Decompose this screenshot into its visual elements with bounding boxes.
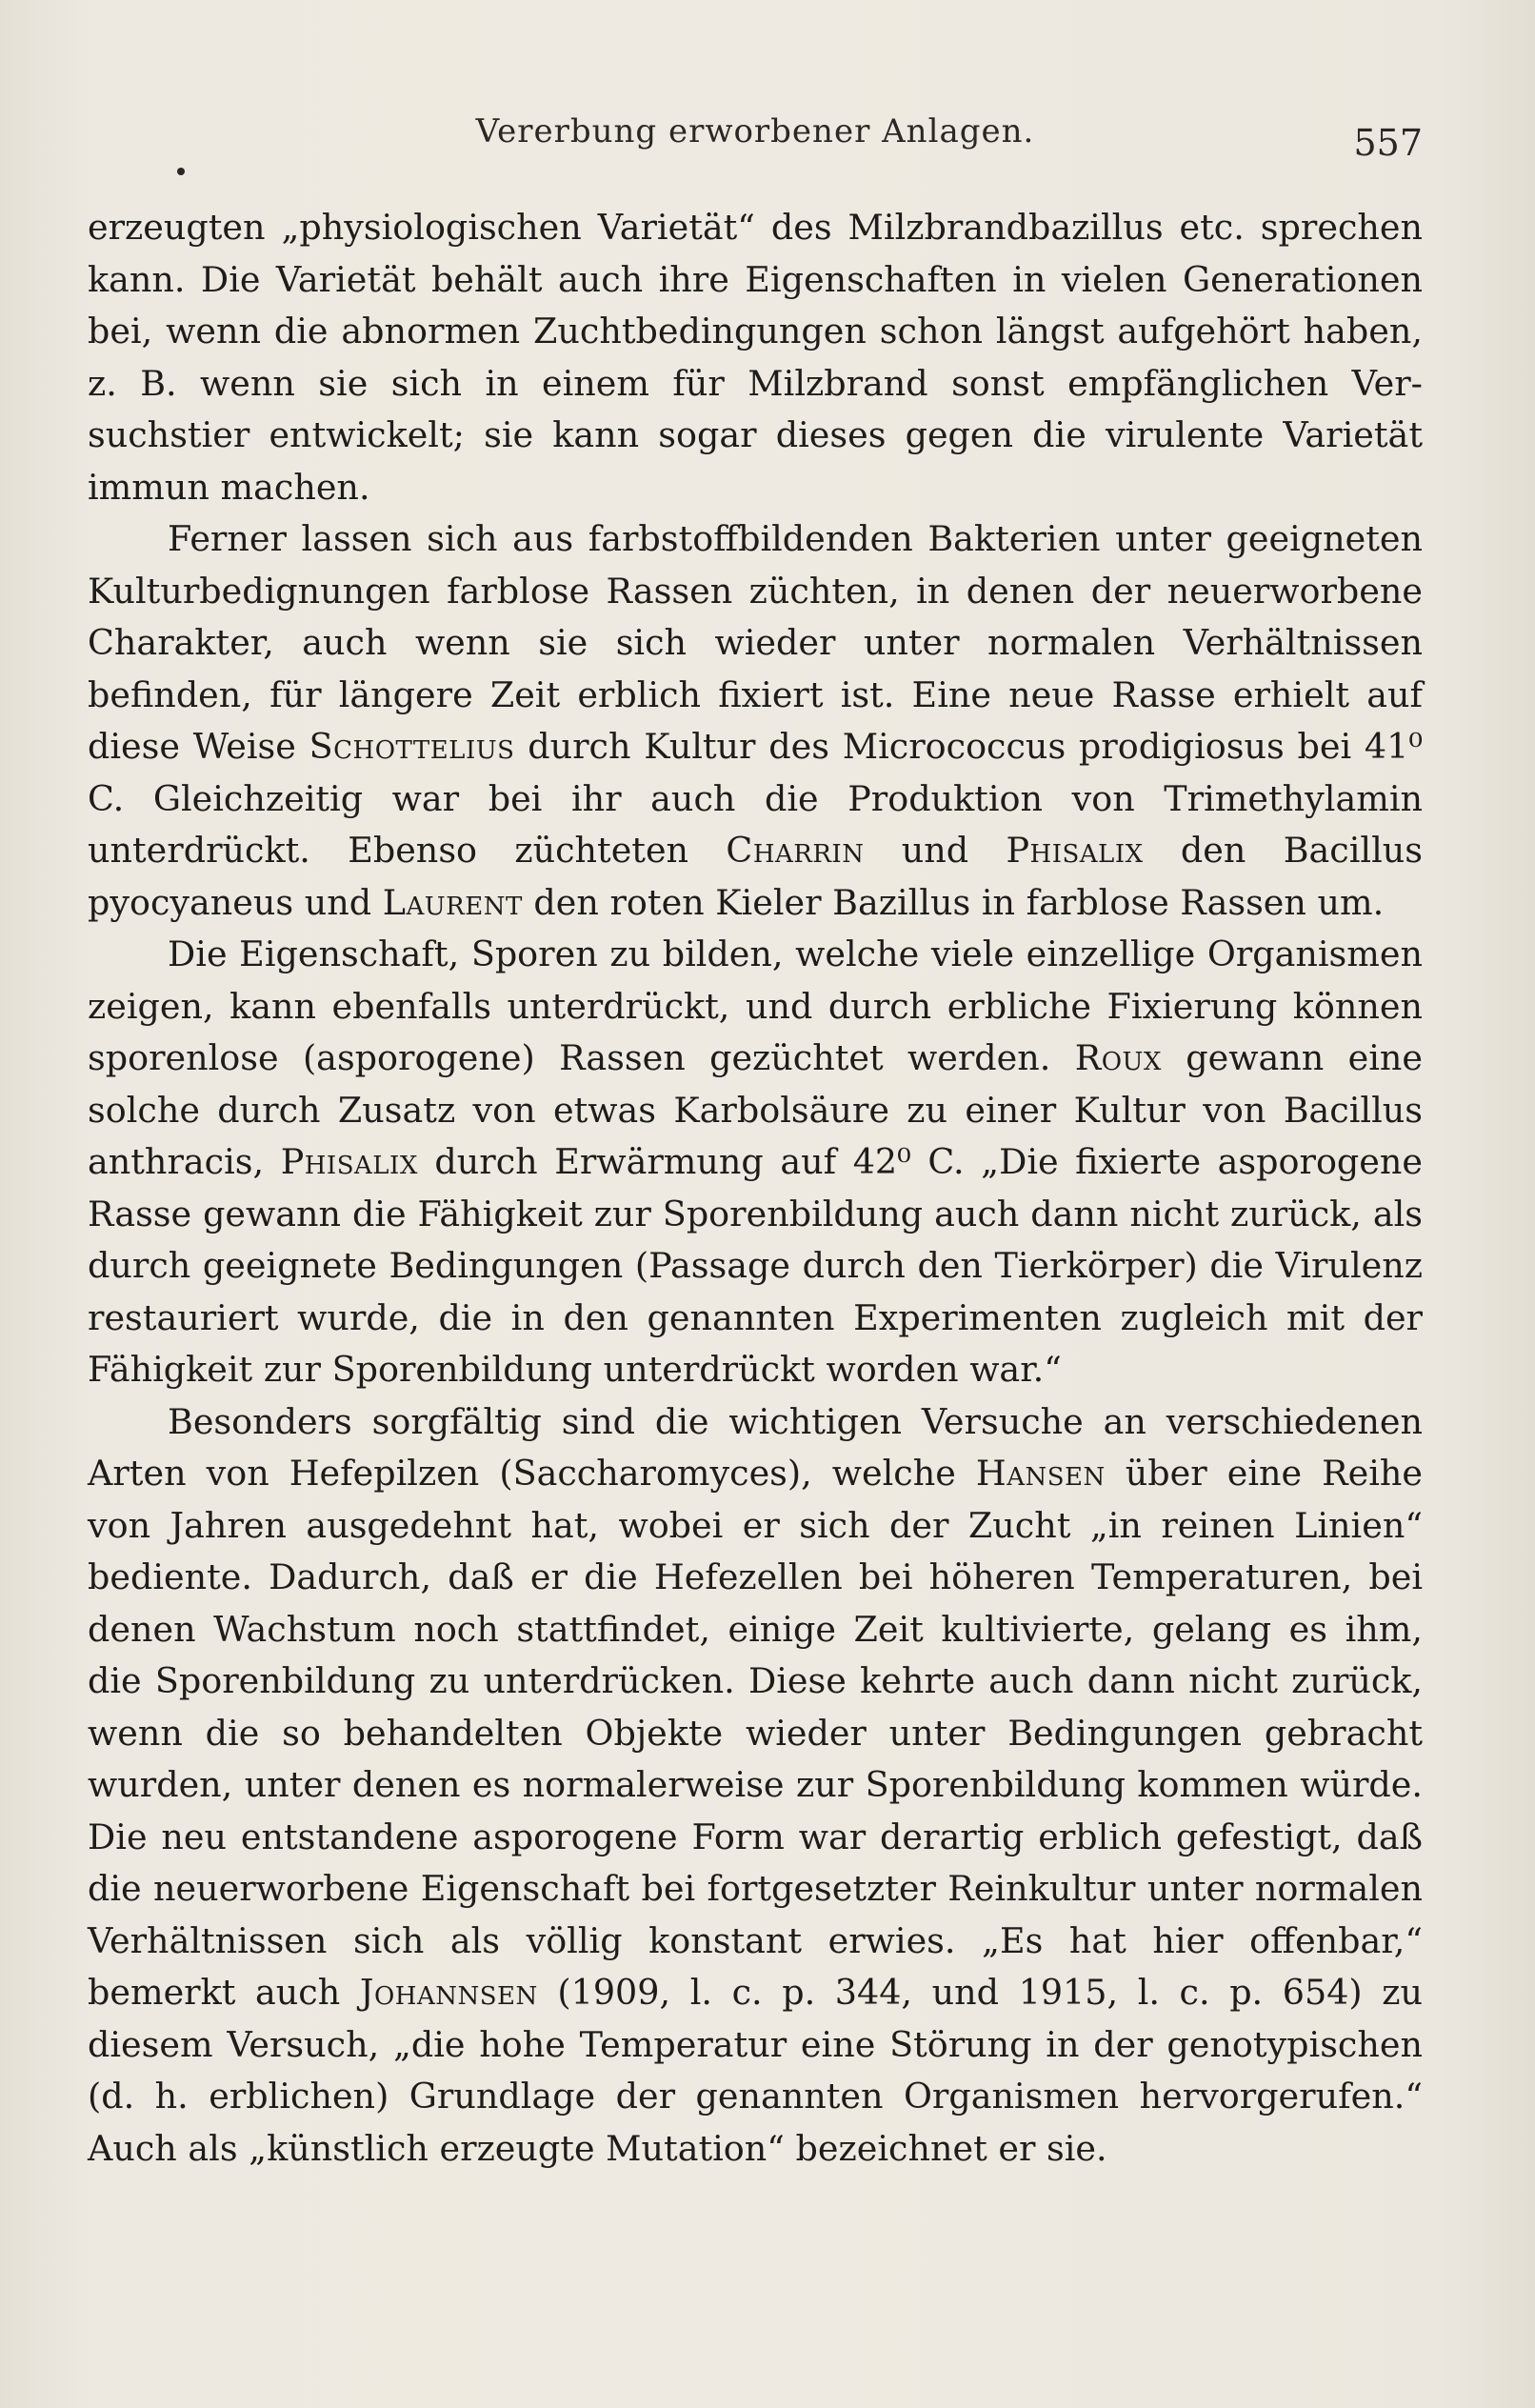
text-run: Ferner lassen sich aus farbstoffbildenden Bakterien unter geeigneten Kulturbedignungen farblose Rassen züchten, in denen der neuerworbene Charakter, auch wenn sie sich wieder unter normalen Verhältnissen befinden, für längere Zeit erblich fixiert ist. Eine neue Rasse erhielt auf diese Weise: [88, 518, 1423, 767]
author-name: Charrin: [726, 830, 865, 871]
author-name: Hansen: [975, 1453, 1106, 1494]
text-run: (1909, l. c. p. 344, und 1915, l. c. p. 654) zu diesem Versuch, „die hohe Temperatur eine Störung in der genotypischen (d. h. erblichen) Grundlage der genannten Organismen hervorgerufen.“ Auch als „künstlich erzeugte Mutation“ bezeichnet er sie.: [88, 1972, 1423, 2169]
author-name: Phisalix: [280, 1141, 418, 1182]
text-run: Besonders sorgfältig sind die wichtigen Versuche an verschiedenen Arten von Hefepilzen (Saccharomyces), welche: [88, 1400, 1423, 1494]
author-name: Johannsen: [359, 1972, 538, 2013]
paragraph: [88, 202, 1423, 513]
text-run: über eine Reihe von Jahren ausgedehnt hat, wobei er sich der Zucht „in reinen Linien“ bediente. Dadurch, daß er die Hefezellen bei höheren Temperaturen, bei denen Wachstum noch stattfindet, einige Zeit kultivierte, gelang es ihm, die Sporenbildung zu unterdrücken. Diese kehrte auch dann nicht zurück, wenn die so behandelten Objekte wieder unter Bedingungen gebracht wurden, unter denen es normalerweise zur Sporenbildung kommen würde. Die neu entstandene asporogene Form war derartig erblich gefestigt, daß die neuerworbene Eigenschaft bei fortgesetzter Reinkultur unter normalen Verhältnissen sich als völlig konstant erwies. „Es hat hier offenbar,“ bemerkt auch: [88, 1453, 1423, 2013]
running-title: Vererbung erworbener Anlagen.: [475, 112, 1035, 150]
running-head: [88, 107, 1423, 164]
ink-speck: [177, 168, 185, 175]
author-name: Schottelius: [309, 726, 515, 767]
paragraph: [88, 1396, 1423, 2176]
body-text: [88, 202, 1423, 2175]
author-name: Laurent: [382, 881, 523, 923]
text-run: und: [864, 830, 1007, 871]
text-run: den roten Kieler Bazillus in farblose Rassen um.: [522, 881, 1385, 923]
text-run: den Bacillus pyocyaneus und: [88, 830, 1423, 923]
paragraph: [88, 513, 1423, 929]
author-name: Roux: [1074, 1037, 1162, 1078]
text-run: erzeugten „physiologischen Varietät“ des Milzbrandbazillus etc. sprechen kann. Die Varietät behält auch ihre Eigenschaften in vielen Generationen bei, wenn die abnormen Zuchtbedingungen schon längst aufgehört haben, z. B. wenn sie sich in einem für Milzbrand sonst empfänglichen Versuchstier entwickelt; sie kann sogar dieses gegen die virulente Varietät immun machen.: [88, 207, 1423, 508]
text-run: Die Eigenschaft, Sporen zu bilden, welche viele einzellige Organismen zeigen, kann ebenfalls unterdrückt, und durch erbliche Fixierung können sporenlose (asporogene) Rassen gezüchtet werden.: [88, 933, 1423, 1078]
page-number: 557: [1353, 122, 1423, 164]
text-run: durch Erwärmung auf 42⁰ C. „Die fixierte asporogene Rasse gewann die Fähigkeit zur Sporenbildung auch dann nicht zurück, als durch geeignete Bedingungen (Passage durch den Tierkörper) die Virulenz restauriert wurde, die in den genannten Experimenten zugleich mit der Fähigkeit zur Sporenbildung unterdrückt worden war.“: [88, 1141, 1423, 1390]
author-name: Phisalix: [1006, 830, 1144, 871]
text-run: durch Kultur des Micrococcus prodigiosus bei 41⁰ C. Gleichzeitig war bei ihr auch die Produktion von Trimethylamin unterdrückt. Ebenso züchteten: [88, 726, 1423, 871]
text-run: gewann eine solche durch Zusatz von etwas Karbolsäure zu einer Kultur von Bacillus anthracis,: [88, 1037, 1423, 1182]
paragraph: [88, 929, 1423, 1396]
